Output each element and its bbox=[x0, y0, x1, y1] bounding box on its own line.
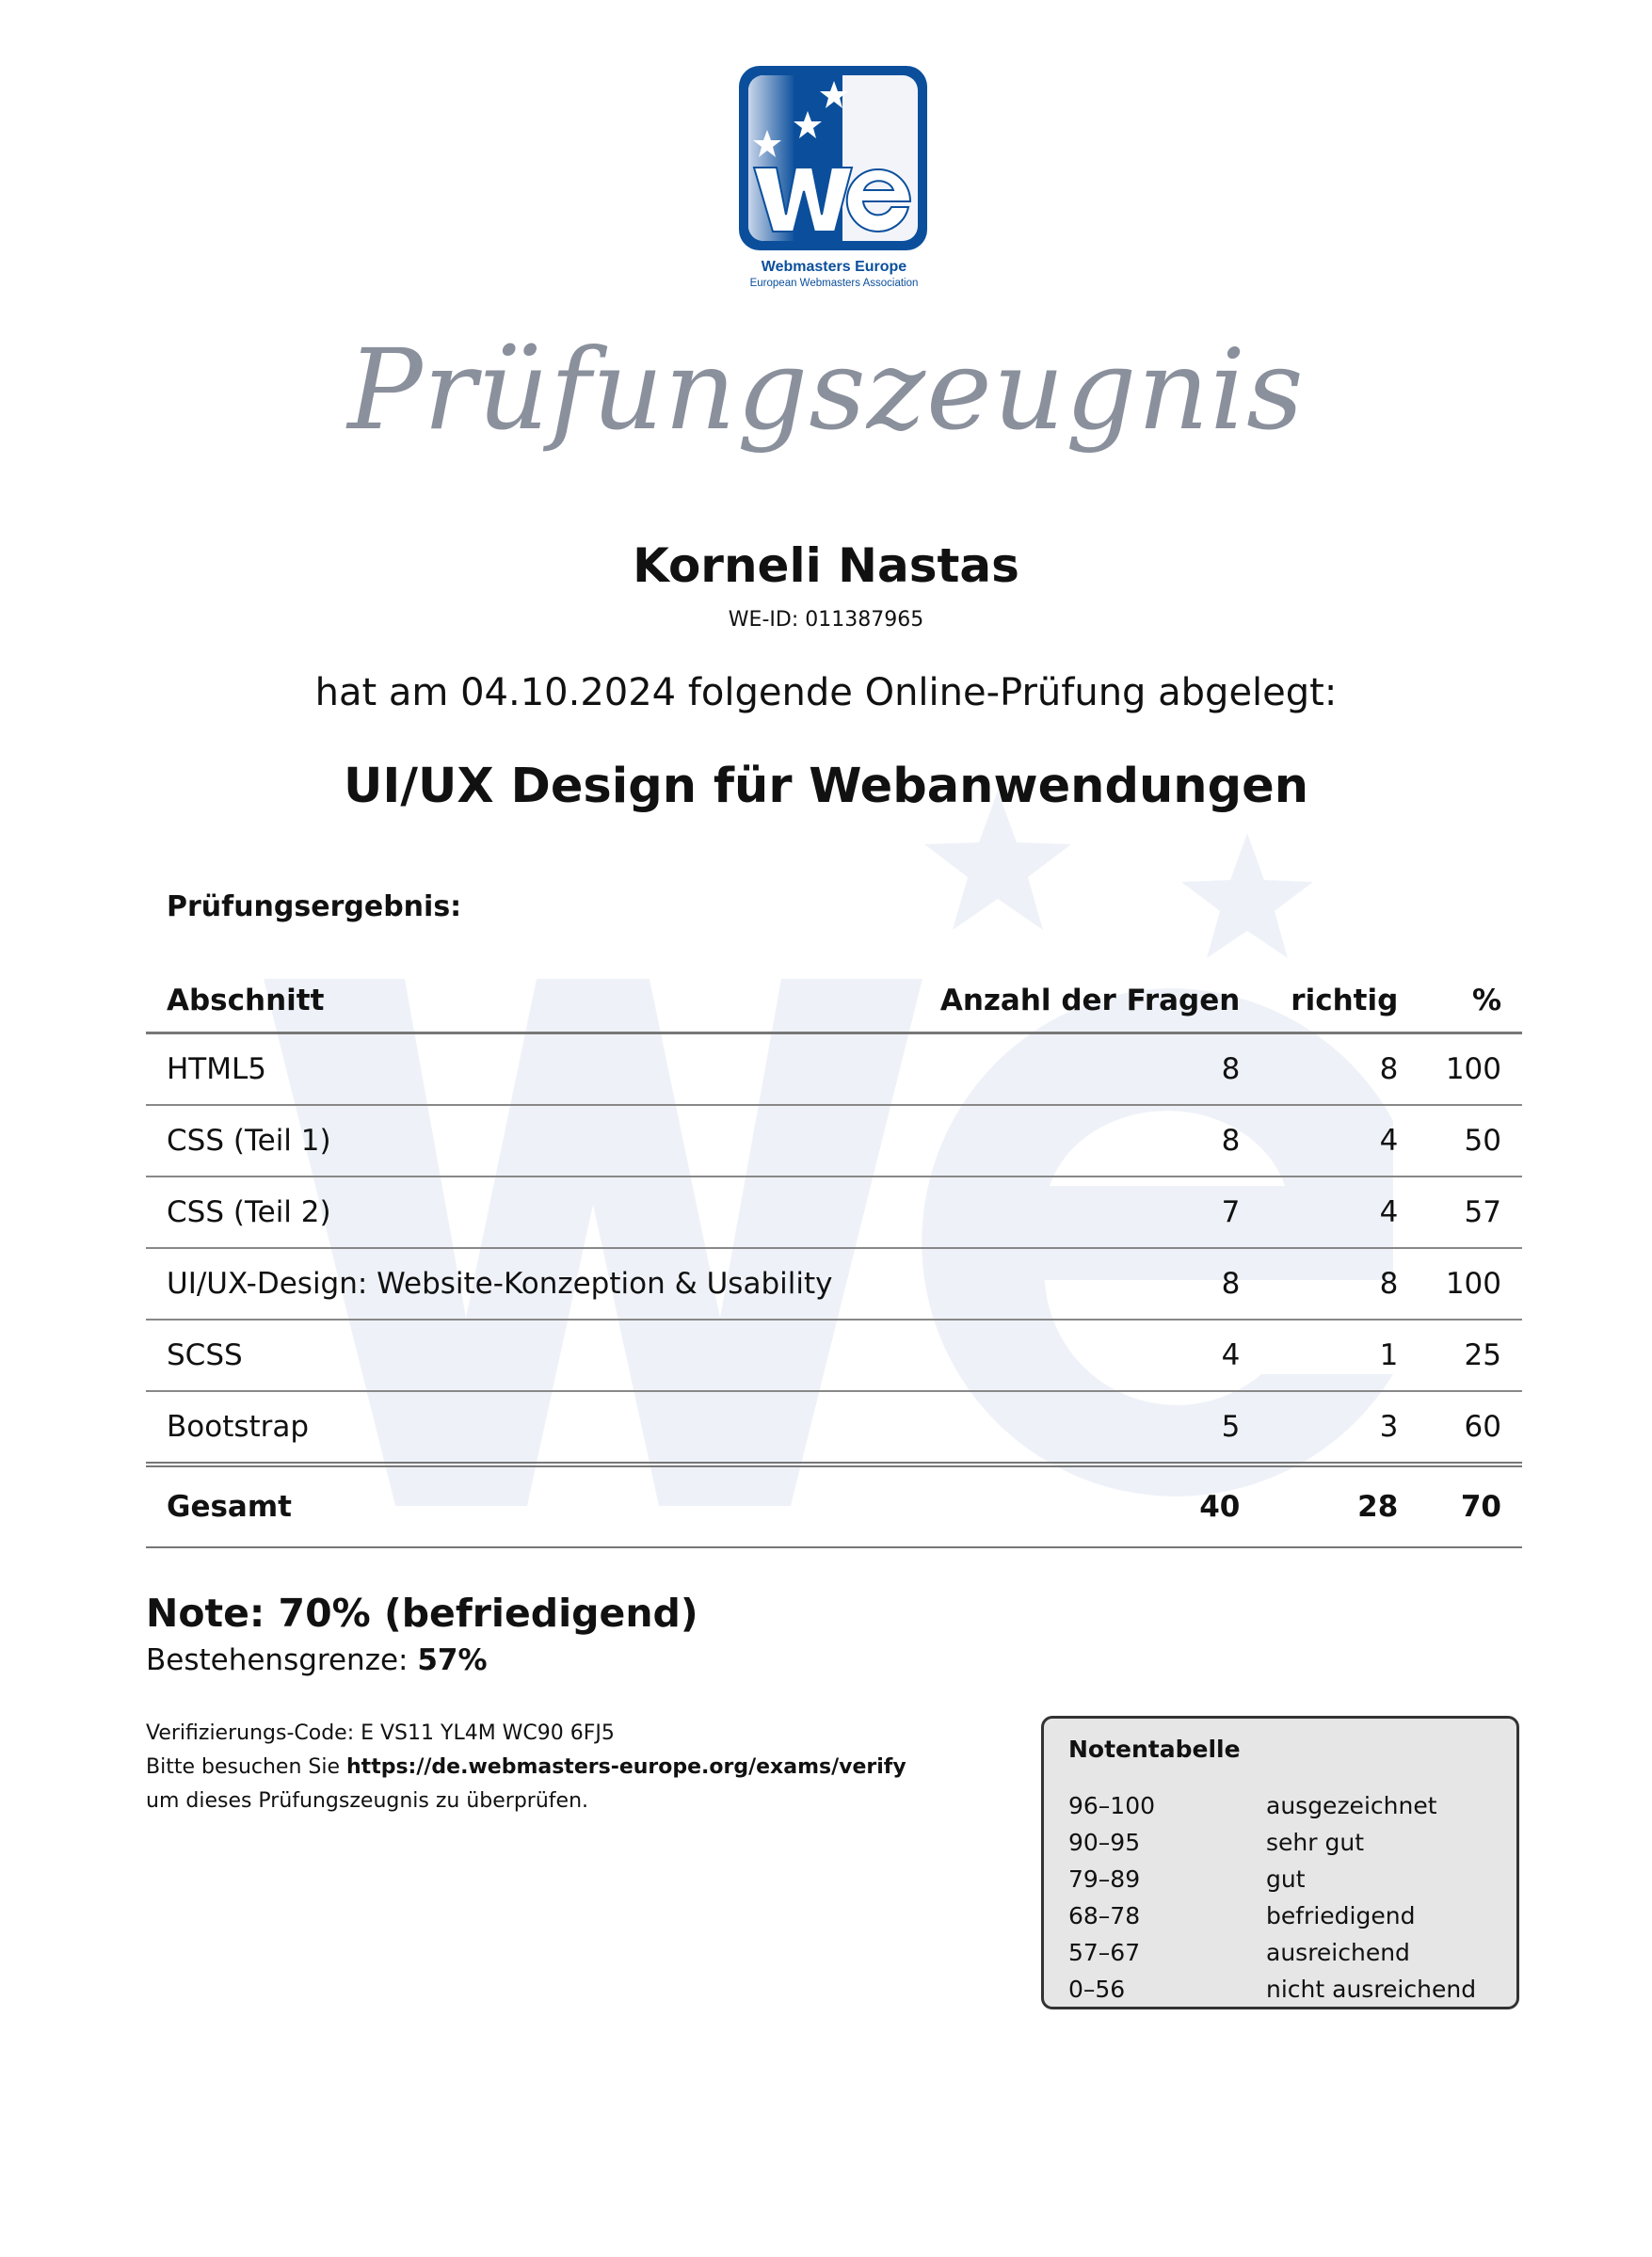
grade-row bbox=[1068, 1902, 1511, 1939]
cell-section: CSS (Teil 2) bbox=[146, 1177, 898, 1248]
grade-label: sehr gut bbox=[1266, 1829, 1364, 1856]
candidate-name: Korneli Nastas bbox=[633, 538, 1019, 593]
cell-correct: 3 bbox=[1260, 1391, 1419, 1465]
grade-range: 90–95 bbox=[1068, 1829, 1141, 1856]
cell-section: UI/UX-Design: Website-Konzeption & Usability bbox=[146, 1248, 898, 1320]
table-row bbox=[146, 1105, 1522, 1177]
grade-label: ausreichend bbox=[1266, 1939, 1410, 1966]
pass-threshold bbox=[146, 1643, 488, 1677]
cell-correct: 4 bbox=[1260, 1105, 1419, 1177]
col-correct: richtig bbox=[1260, 969, 1419, 1033]
cell-questions: 8 bbox=[898, 1105, 1260, 1177]
grade-range: 57–67 bbox=[1068, 1939, 1141, 1966]
pass-value: 57% bbox=[417, 1643, 488, 1677]
cell-correct: 8 bbox=[1260, 1248, 1419, 1320]
cell-percent: 100 bbox=[1419, 1248, 1522, 1320]
exam-statement: hat am 04.10.2024 folgende Online-Prüfung abgelegt: bbox=[314, 671, 1338, 714]
cell-questions: 4 bbox=[898, 1320, 1260, 1391]
grade-range: 96–100 bbox=[1068, 1792, 1156, 1819]
grade-range: 79–89 bbox=[1068, 1865, 1141, 1893]
logo-mark bbox=[754, 168, 910, 232]
table-row bbox=[146, 1391, 1522, 1465]
grade-label: ausgezeichnet bbox=[1266, 1792, 1437, 1819]
grade-label: befriedigend bbox=[1266, 1902, 1416, 1929]
grade-row bbox=[1068, 1792, 1511, 1829]
watermark-star-icon bbox=[1181, 833, 1313, 958]
col-section: Abschnitt bbox=[146, 969, 898, 1033]
results-table bbox=[146, 969, 1522, 1548]
grade-row bbox=[1068, 1829, 1511, 1865]
results-table-body bbox=[146, 1033, 1522, 1548]
cell-percent: 25 bbox=[1419, 1320, 1522, 1391]
grade-table-title: Notentabelle bbox=[1068, 1736, 1241, 1763]
grade-label: nicht ausreichend bbox=[1266, 1976, 1477, 2003]
col-questions: Anzahl der Fragen bbox=[898, 969, 1260, 1033]
cell-correct: 8 bbox=[1260, 1033, 1419, 1106]
grade-note: Note: 70% (befriedigend) bbox=[146, 1591, 698, 1636]
cell-section: Bootstrap bbox=[146, 1391, 898, 1465]
cell-section: CSS (Teil 1) bbox=[146, 1105, 898, 1177]
cell-percent: 60 bbox=[1419, 1391, 1522, 1465]
we-id: WE-ID: 011387965 bbox=[728, 608, 924, 632]
cell-correct: 4 bbox=[1260, 1177, 1419, 1248]
col-percent: % bbox=[1419, 969, 1522, 1033]
grade-range: 0–56 bbox=[1068, 1976, 1126, 2003]
verify-visit-line bbox=[146, 1751, 906, 1785]
cell-percent: 50 bbox=[1419, 1105, 1522, 1177]
cell-correct: 1 bbox=[1260, 1320, 1419, 1391]
total-label: Gesamt bbox=[146, 1465, 898, 1547]
grade-range: 68–78 bbox=[1068, 1902, 1141, 1929]
logo-tagline: European Webmasters Association bbox=[749, 278, 919, 289]
total-questions: 40 bbox=[898, 1465, 1260, 1547]
total-correct: 28 bbox=[1260, 1465, 1419, 1547]
verification-info bbox=[146, 1717, 906, 1818]
verify-url-link[interactable]: https://de.webmasters-europe.org/exams/verify bbox=[346, 1755, 906, 1779]
pass-label: Bestehensgrenze: bbox=[146, 1643, 409, 1677]
cell-percent: 57 bbox=[1419, 1177, 1522, 1248]
cell-section: HTML5 bbox=[146, 1033, 898, 1106]
course-title: UI/UX Design für Webanwendungen bbox=[343, 759, 1309, 814]
document-title: Prüfungszeugnis bbox=[347, 325, 1305, 455]
logo-name: Webmasters Europe bbox=[761, 259, 907, 275]
verification-code: Verifizierungs-Code: E VS11 YL4M WC90 6FJ5 bbox=[146, 1721, 615, 1745]
cell-questions: 5 bbox=[898, 1391, 1260, 1465]
webmasters-europe-logo bbox=[737, 64, 931, 292]
table-row bbox=[146, 1033, 1522, 1106]
table-row bbox=[146, 1248, 1522, 1320]
table-header-row bbox=[146, 969, 1522, 1033]
cell-questions: 8 bbox=[898, 1033, 1260, 1106]
cell-questions: 8 bbox=[898, 1248, 1260, 1320]
verify-tail-text: um dieses Prüfungszeugnis zu überprüfen. bbox=[146, 1789, 589, 1813]
total-percent: 70 bbox=[1419, 1465, 1522, 1547]
results-heading: Prüfungsergebnis: bbox=[167, 890, 462, 923]
grade-label: gut bbox=[1266, 1865, 1306, 1893]
total-row bbox=[146, 1465, 1522, 1547]
cell-questions: 7 bbox=[898, 1177, 1260, 1248]
table-row bbox=[146, 1177, 1522, 1248]
grade-row bbox=[1068, 1939, 1511, 1976]
cell-section: SCSS bbox=[146, 1320, 898, 1391]
grade-row bbox=[1068, 1976, 1511, 2012]
cell-percent: 100 bbox=[1419, 1033, 1522, 1106]
grade-row bbox=[1068, 1865, 1511, 1902]
grade-table-box bbox=[1041, 1716, 1519, 2009]
verify-visit-text: Bitte besuchen Sie bbox=[146, 1755, 341, 1779]
table-row bbox=[146, 1320, 1522, 1391]
